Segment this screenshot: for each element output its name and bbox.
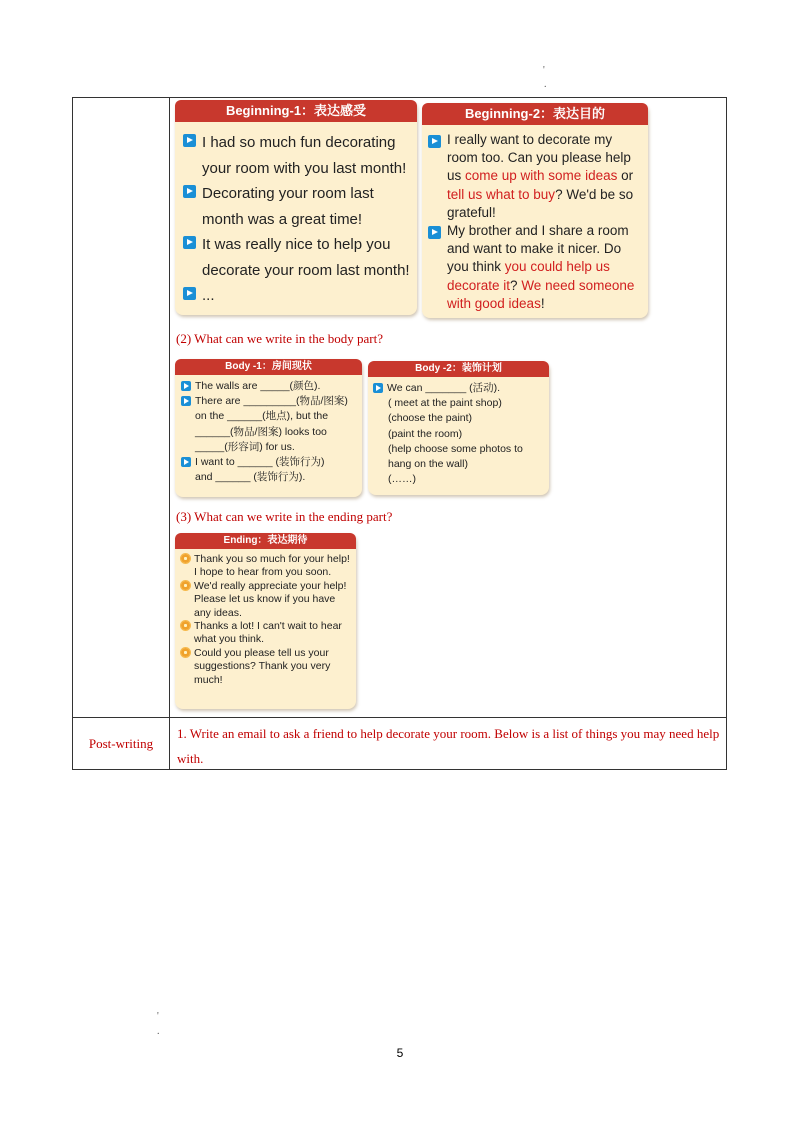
list-item — [181, 580, 352, 620]
list-item — [181, 379, 358, 394]
page-number: 5 — [396, 1046, 404, 1060]
item-text: It was really nice to help you decorate your room last month! — [202, 236, 410, 279]
card-title: Body -2：装饰计划 — [368, 361, 549, 377]
ending-question: (3) What can we write in the ending part? — [176, 509, 393, 524]
list-item — [373, 381, 545, 396]
item-text: We'd really appreciate your help! Please let us know if you have any ideas. — [194, 579, 347, 619]
item-text: Thank you so much for your help! I hope to hear from you soon. — [194, 553, 350, 579]
play-icon — [428, 226, 441, 239]
list-item — [181, 647, 352, 687]
beginning-1-card — [175, 100, 417, 315]
sun-icon — [181, 648, 190, 657]
item-text: I want to ______ (装饰行为) — [195, 456, 325, 469]
body-2-card — [368, 361, 549, 495]
body-question: (2) What can we write in the body part? — [176, 331, 383, 346]
list-item — [181, 455, 358, 470]
ending-card — [175, 533, 356, 709]
card-title: Body -1：房间现状 — [175, 359, 362, 375]
column-divider — [169, 98, 170, 769]
item-text: ... — [202, 287, 215, 304]
stray-mark: ' — [543, 65, 545, 76]
play-icon — [181, 381, 191, 391]
list-item — [428, 222, 644, 313]
list-item — [181, 553, 352, 580]
play-icon — [181, 457, 191, 467]
beginning-2-card — [422, 103, 648, 318]
list-item — [183, 130, 413, 181]
list-item: ( meet at the paint shop) — [388, 397, 502, 410]
play-icon — [183, 287, 196, 300]
post-writing-task: 1. Write an email to ask a friend to help decorate your room. Below is a list of things you may need help with. — [177, 726, 720, 766]
sun-icon — [181, 581, 190, 590]
list-item — [183, 232, 413, 283]
list-item: (paint the room) — [388, 427, 463, 440]
sun-icon — [181, 621, 190, 630]
sun-icon — [181, 554, 190, 563]
play-icon — [183, 134, 196, 147]
play-icon — [181, 396, 191, 406]
item-text: I had so much fun decorating your room with you last month! — [202, 134, 407, 177]
item-text: The walls are _____(颜色). — [195, 380, 321, 392]
card-title: Ending：表达期待 — [175, 533, 356, 549]
post-writing-label: Post-writing — [88, 736, 154, 751]
stray-mark: ' — [157, 1011, 159, 1022]
play-icon — [183, 236, 196, 249]
body-1-card — [175, 359, 362, 497]
card-title: Beginning-1：表达感受 — [175, 100, 417, 122]
item-text: Could you please tell us your suggestions? Thank you very much! — [194, 646, 331, 686]
item-text: We can _______ (活动). — [387, 382, 501, 394]
item-text: and ______ (装饰行为). — [195, 471, 306, 484]
item-text: There are _________(物品/图案) on the ______(地点), but the ______(物品/图案) looks too _____(形容词) for us. — [195, 395, 348, 453]
item-text: My brother and I share a room and want to make it nicer. Do you think you could help us decorate it? We need someone with good ideas! — [447, 223, 635, 311]
item-text: I really want to decorate my room too. Can you please help us come up with some ideas or tell us what to buy? We'd be so grateful! — [447, 132, 634, 220]
list-item — [181, 620, 352, 647]
list-item — [181, 394, 358, 455]
card-title: Beginning-2：表达目的 — [422, 103, 648, 125]
item-text: Thanks a lot! I can't wait to hear what you think. — [194, 620, 342, 646]
list-item — [183, 181, 413, 232]
list-item — [183, 283, 413, 309]
list-item — [428, 131, 644, 222]
play-icon — [428, 135, 441, 148]
list-item: (help choose some photos to hang on the wall) — [388, 442, 523, 471]
list-item: (choose the paint) — [388, 412, 473, 425]
item-text: Decorating your room last month was a great time! — [202, 185, 374, 228]
play-icon — [183, 185, 196, 198]
stray-mark: . — [544, 79, 547, 90]
list-item: (……) — [388, 473, 416, 486]
stray-mark: . — [157, 1026, 160, 1037]
row-divider — [73, 717, 726, 718]
play-icon — [373, 383, 383, 393]
